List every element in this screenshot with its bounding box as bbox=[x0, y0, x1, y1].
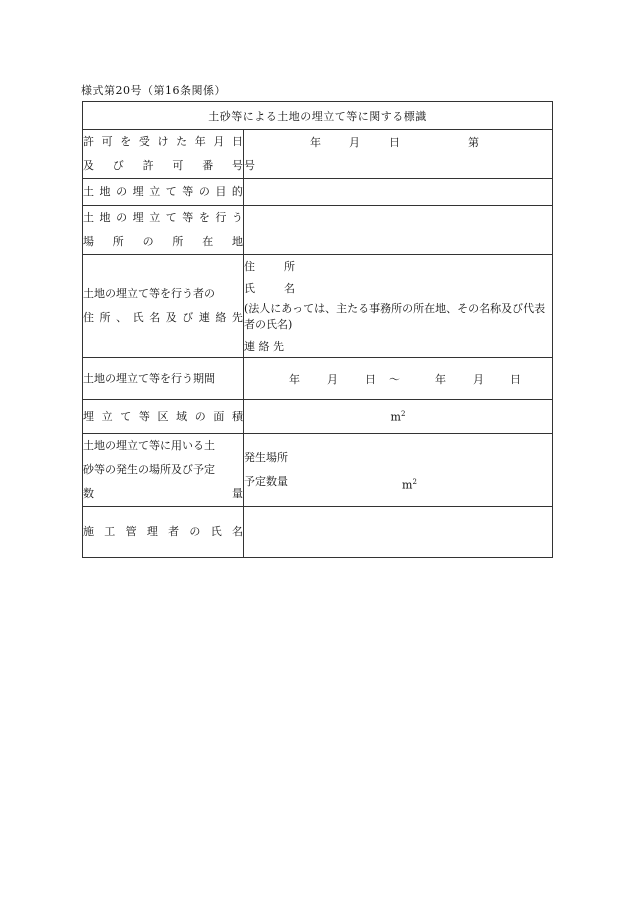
location-label: 土 地 の 埋 立 て 等 を 行 う 場 所 の 所 在 地 bbox=[83, 206, 244, 255]
purpose-label: 土 地 の 埋 立 て 等 の 目 的 bbox=[83, 179, 244, 206]
permit-year: 年 bbox=[310, 136, 321, 149]
area-unit-sup: 2 bbox=[400, 409, 406, 418]
period-end-month: 月 bbox=[473, 372, 484, 386]
period-end-day: 日 bbox=[510, 372, 521, 386]
area-label: 埋 立 て 等 区 域 の 面 積 bbox=[83, 400, 244, 434]
operator-row bbox=[83, 255, 553, 358]
permit-month: 月 bbox=[349, 136, 360, 149]
period-start-day: 日 bbox=[365, 372, 376, 386]
period-tilde: ～ bbox=[389, 372, 400, 386]
permit-row bbox=[83, 130, 553, 179]
period-label: 土地の埋立て等を行う期間 bbox=[83, 358, 244, 400]
period-row bbox=[83, 358, 553, 400]
location-row bbox=[83, 206, 553, 255]
soil-unit: m bbox=[402, 478, 413, 492]
operator-value bbox=[244, 255, 553, 358]
sign-title: 土砂等による土地の埋立て等に関する標識 bbox=[83, 102, 553, 130]
operator-label-line1: 土地の埋立て等を行う者の bbox=[83, 287, 215, 300]
soil-origin-key: 発生場所 bbox=[244, 451, 288, 464]
permit-label-line2: 及 び 許 可 番 号 bbox=[83, 159, 243, 172]
purpose-value bbox=[244, 179, 553, 206]
operator-address-key: 住 所 bbox=[244, 259, 295, 273]
operator-contact-key: 連 絡 先 bbox=[244, 339, 284, 353]
corporation-note: (法人にあっては、主たる事務所の所在地、その名称及び代表者の氏名) bbox=[244, 301, 546, 331]
operator-name-key: 氏 名 bbox=[244, 281, 295, 295]
permit-label bbox=[83, 130, 244, 179]
manager-row bbox=[83, 507, 553, 558]
permit-day: 日 bbox=[389, 136, 400, 149]
soil-value bbox=[244, 434, 553, 507]
title-row bbox=[83, 102, 553, 130]
permit-number-prefix: 第 bbox=[468, 136, 479, 149]
soil-planned-line bbox=[244, 473, 552, 491]
operator-label: 土地の埋立て等を行う者の 住 所 、 氏 名 及 び 連 絡 先 bbox=[83, 255, 244, 358]
period-value bbox=[244, 358, 553, 400]
period-end-year: 年 bbox=[435, 372, 446, 386]
manager-value bbox=[244, 507, 553, 558]
permit-number-suffix: 号 bbox=[244, 159, 255, 172]
purpose-row bbox=[83, 179, 553, 206]
permit-date-line bbox=[244, 130, 552, 154]
soil-planned-key: 予定数量 bbox=[244, 475, 288, 488]
form-number-label: 様式第20号（第16条関係） bbox=[81, 84, 226, 97]
signboard-table bbox=[82, 101, 553, 558]
manager-label: 施 工 管 理 者 の 氏 名 bbox=[83, 507, 244, 558]
period-start-month: 月 bbox=[327, 372, 338, 386]
permit-value bbox=[244, 130, 553, 179]
permit-label-line1: 許 可 を 受 け た 年 月 日 bbox=[83, 135, 243, 148]
area-unit: m bbox=[390, 410, 401, 424]
soil-row bbox=[83, 434, 553, 507]
area-row bbox=[83, 400, 553, 434]
area-value bbox=[244, 400, 553, 434]
soil-label: 土地の埋立て等に用いる土 砂等の発生の場所及び予定 数 量 bbox=[83, 434, 244, 507]
location-value bbox=[244, 206, 553, 255]
period-start-year: 年 bbox=[289, 372, 300, 386]
soil-unit-sup: 2 bbox=[412, 478, 417, 486]
